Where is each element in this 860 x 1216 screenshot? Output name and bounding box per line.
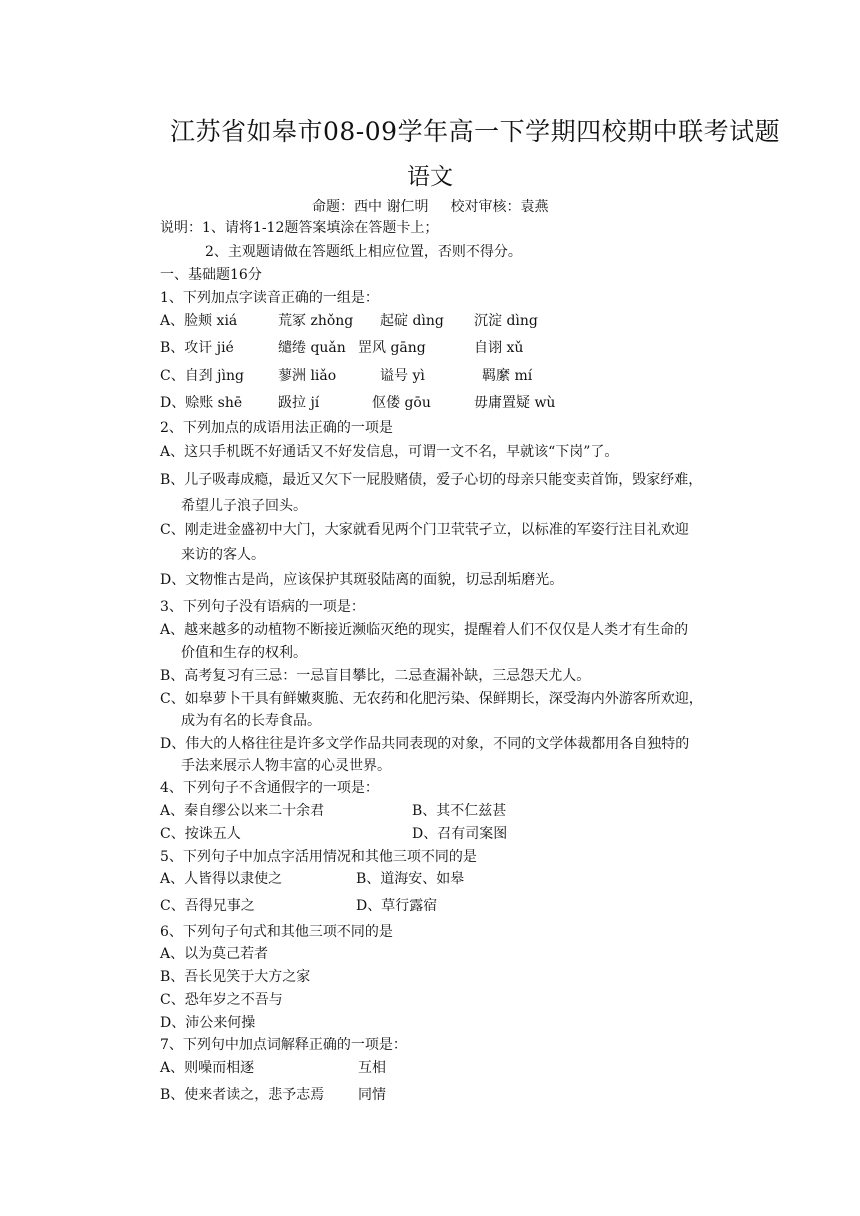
subject-title: 语文 — [407, 164, 453, 190]
note-2: 2、主观题请做在答题纸上相应位置，否则不得分。 — [205, 244, 522, 260]
author-right: 校对审核：袁燕 — [450, 199, 549, 215]
note-1: 说明：1、请将1-12题答案填涂在答题卡上； — [160, 220, 439, 236]
q2-option-a: A、这只手机既不好通话又不好发信息，可谓一文不名，早就该“下岗”了。 — [160, 444, 619, 460]
page-title: 江苏省如皋市08-09学年高一下学期四校期中联考试题 — [170, 117, 781, 146]
q1-b-3: 罡风 gāng — [358, 340, 426, 356]
author-left: 命题：西中 谢仁明 — [312, 199, 429, 215]
q1-stem: 1、下列加点字读音正确的一组是： — [160, 290, 379, 306]
q6-option-a: A、以为莫己若者 — [160, 946, 269, 962]
q7-option-b-answer: 同情 — [358, 1087, 386, 1103]
q4-option-a: A、秦自缪公以来二十余君 — [160, 803, 325, 819]
q2-option-c-cont: 来访的客人。 — [181, 547, 265, 563]
q5-option-a: A、人皆得以隶使之 — [160, 871, 283, 887]
q1-a-4: 沉淀 dìng — [474, 313, 538, 329]
q3-stem: 3、下列句子没有语病的一项是： — [160, 599, 365, 615]
q4-option-c: C、按诛五人 — [160, 826, 241, 842]
q1-a-1: A、脸颊 xiá — [160, 313, 238, 329]
q4-option-d: D、召有司案图 — [412, 826, 508, 842]
q5-option-b: B、道海安、如皋 — [356, 871, 465, 887]
q1-c-2: 蓼洲 liǎo — [278, 368, 337, 384]
q7-stem: 7、下列句中加点词解释正确的一项是： — [160, 1037, 407, 1053]
q2-option-b-cont: 希望儿子浪子回头。 — [181, 498, 307, 514]
q2-option-d: D、文物惟古是尚，应该保护其斑驳陆离的面貌，切忌刮垢磨光。 — [160, 572, 564, 588]
q1-d-2: 趿拉 jí — [278, 395, 320, 411]
q1-a-3: 起碇 dìng — [380, 313, 444, 329]
q3-option-c-cont: 成为有名的长寿食品。 — [181, 713, 321, 729]
q2-option-b: B、儿子吸毒成瘾，最近又欠下一屁股赌债，爱子心切的母亲只能变卖首饰，毁家纾难， — [160, 472, 703, 488]
q7-option-a: A、则噪而相逐 — [160, 1060, 255, 1076]
q4-option-b: B、其不仁兹甚 — [412, 803, 507, 819]
q6-option-c: C、恐年岁之不吾与 — [160, 992, 283, 1008]
section-heading: 一、基础题16分 — [160, 267, 262, 283]
q7-option-a-answer: 互相 — [358, 1060, 386, 1076]
q6-stem: 6、下列句子句式和其他三项不同的是 — [160, 924, 393, 940]
q6-option-b: B、吾长见笑于大方之家 — [160, 969, 311, 985]
q1-c-3: 谥号 yì — [380, 368, 425, 384]
q2-option-c: C、刚走进金盛初中大门，大家就看见两个门卫茕茕孑立，以标准的军姿行注目礼欢迎 — [160, 522, 689, 538]
q1-c-1: C、自刭 jìng — [160, 368, 244, 384]
q3-option-a: A、越来越多的动植物不断接近濒临灭绝的现实，提醒着人们不仅仅是人类才有生命的 — [160, 622, 689, 638]
q1-d-1: D、赊账 shē — [160, 395, 243, 411]
q6-option-d: D、沛公来何操 — [160, 1015, 256, 1031]
q3-option-c: C、如皋萝卜干具有鲜嫩爽脆、无农药和化肥污染、保鲜期长，深受海内外游客所欢迎， — [160, 691, 703, 707]
q3-option-a-cont: 价值和生存的权利。 — [181, 645, 307, 661]
q1-d-4: 毋庸置疑 wù — [474, 395, 556, 411]
q5-option-c: C、吾得兄事之 — [160, 898, 255, 914]
q2-stem: 2、下列加点的成语用法正确的一项是 — [160, 420, 393, 436]
q5-stem: 5、下列句子中加点字活用情况和其他三项不同的是 — [160, 849, 477, 865]
q7-option-b: B、使来者读之，悲予志焉 — [160, 1087, 325, 1103]
q1-c-4: 羁縻 mí — [482, 368, 533, 384]
q3-option-b: B、高考复习有三忌：一忌盲目攀比，二忌查漏补缺，三忌怨天尤人。 — [160, 668, 591, 684]
q1-b-2: 缱绻 quǎn — [278, 340, 346, 356]
q1-a-2: 荒冢 zhǒng — [278, 313, 354, 329]
q1-b-4: 自诩 xǔ — [474, 340, 524, 356]
q3-option-d-cont: 手法来展示人物丰富的心灵世界。 — [181, 758, 391, 774]
author-line — [312, 196, 548, 216]
q4-stem: 4、下列句子不含通假字的一项是： — [160, 780, 379, 796]
q1-b-1: B、攻讦 jié — [160, 340, 234, 356]
q1-d-3: 伛偻 gōu — [372, 395, 431, 411]
q5-option-d: D、草行露宿 — [356, 898, 438, 914]
q3-option-d: D、伟大的人格往往是许多文学作品共同表现的对象，不同的文学体裁都用各自独特的 — [160, 736, 690, 752]
